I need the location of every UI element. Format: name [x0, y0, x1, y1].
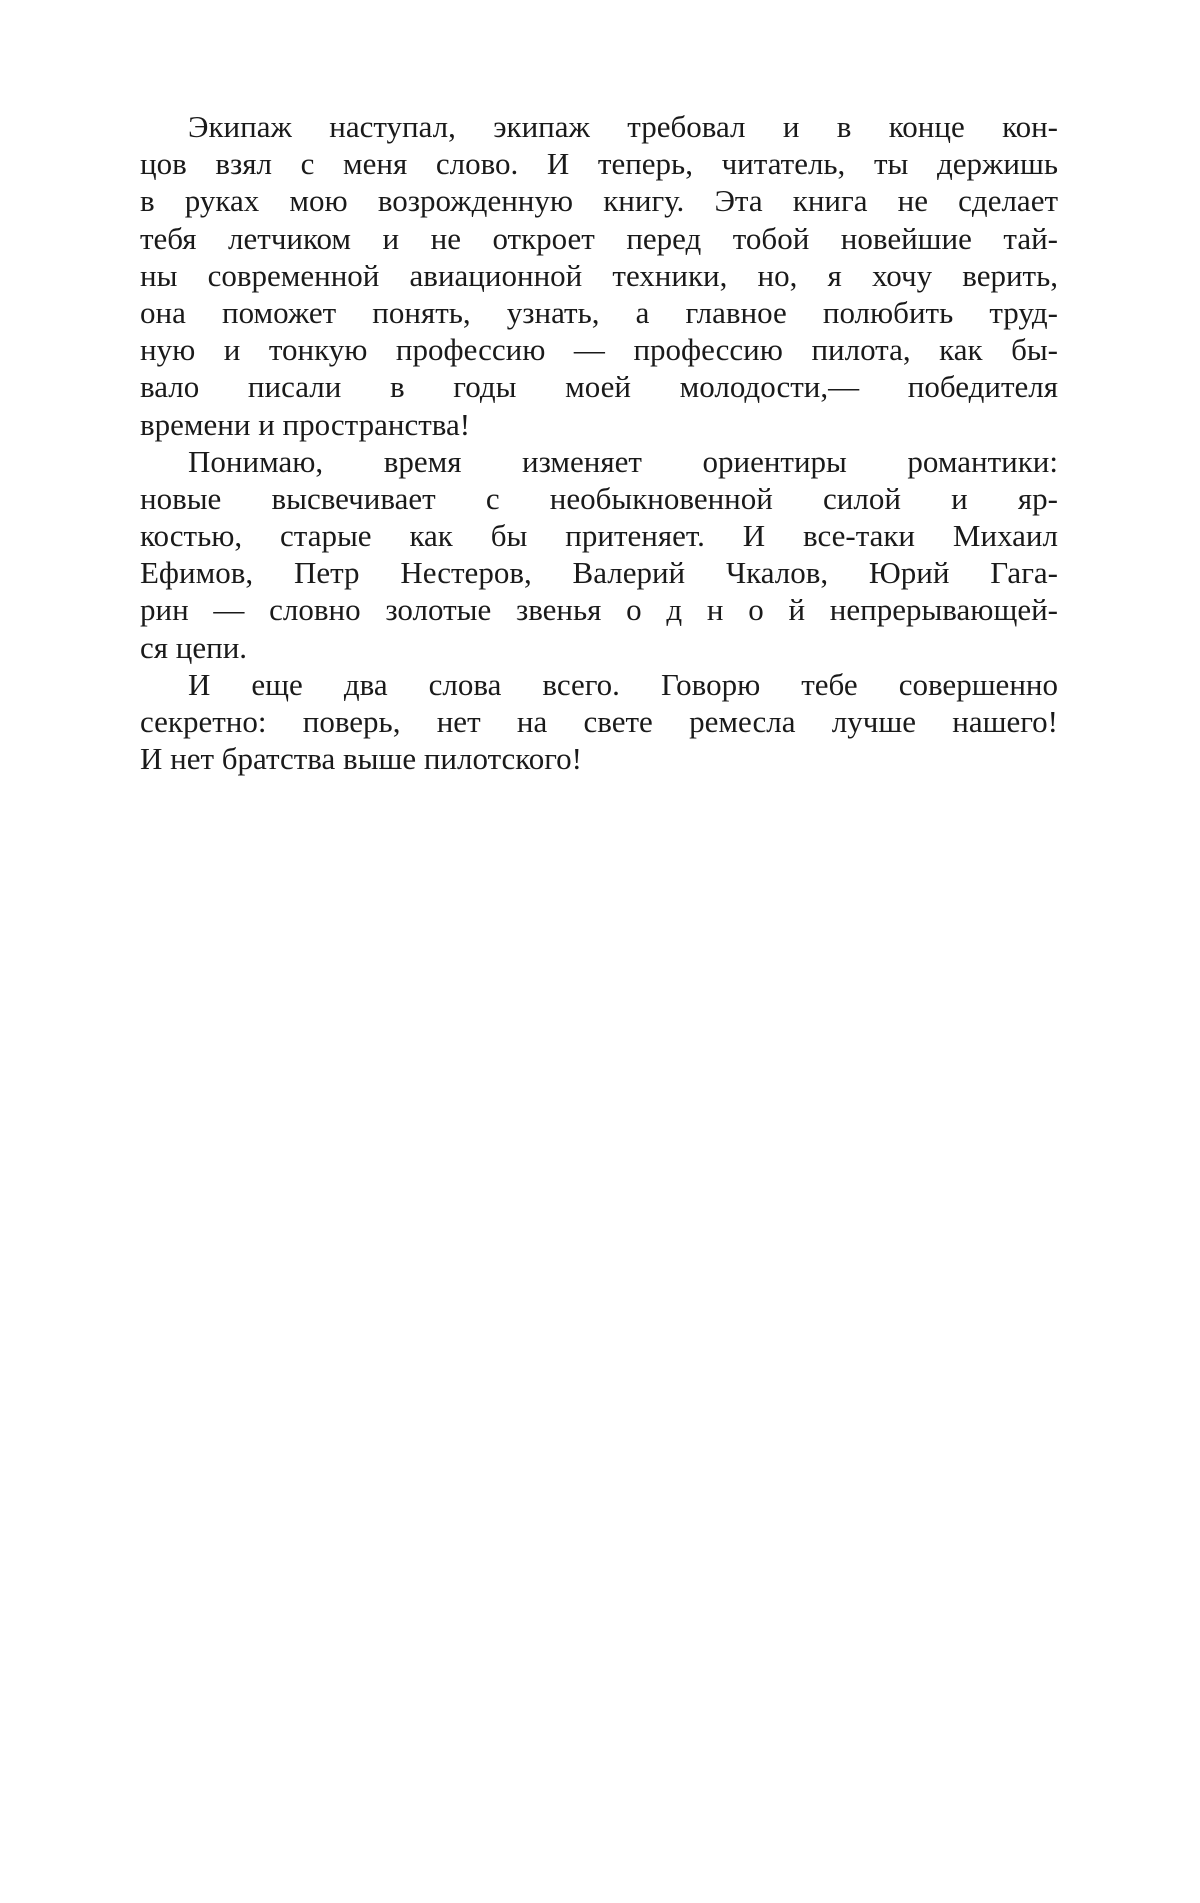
paragraph-1 [140, 108, 1058, 443]
text-line: в руках мою возрожденную книгу. Эта книга не сделает [140, 183, 1058, 219]
text-line: она поможет понять, узнать, а главное полюбить труд- [140, 294, 1058, 330]
text-line: вало писали в годы моей молодости,— победителя [140, 369, 1058, 405]
paragraph-3 [140, 666, 1058, 778]
text-line: костью, старые как бы притеняет. И все-таки Михаил [140, 518, 1058, 554]
text-line: ся цепи. [140, 629, 248, 665]
text-line: И еще два слова всего. Говорю тебе совершенно [188, 666, 1058, 702]
text-line: новые высвечивает с необыкновенной силой и яр- [140, 480, 1058, 516]
text-line: ную и тонкую профессию — профессию пилота, как бы- [140, 332, 1058, 368]
text-line: времени и пространства! [140, 406, 471, 442]
page-body [140, 108, 1058, 777]
text-line: Экипаж наступал, экипаж требовал и в конце кон- [188, 109, 1058, 144]
paragraph-2 [140, 443, 1058, 666]
text-line: Ефимов, Петр Нестеров, Валерий Чкалов, Юрий Гага- [140, 555, 1058, 591]
text-line: цов взял с меня слово. И теперь, читатель, ты держишь [140, 146, 1058, 182]
text-line: ны современной авиационной техники, но, я хочу верить, [140, 257, 1058, 293]
text-line: рин — словно золотые звенья о д н о й непрерывающей- [140, 592, 1058, 628]
text-line: Понимаю, время изменяет ориентиры романтики: [188, 443, 1058, 479]
text-line: секретно: поверь, нет на свете ремесла лучше нашего! [140, 704, 1058, 739]
text-line: И нет братства выше пилотского! [140, 741, 583, 777]
text-line: тебя летчиком и не откроет перед тобой новейшие тай- [140, 220, 1058, 256]
